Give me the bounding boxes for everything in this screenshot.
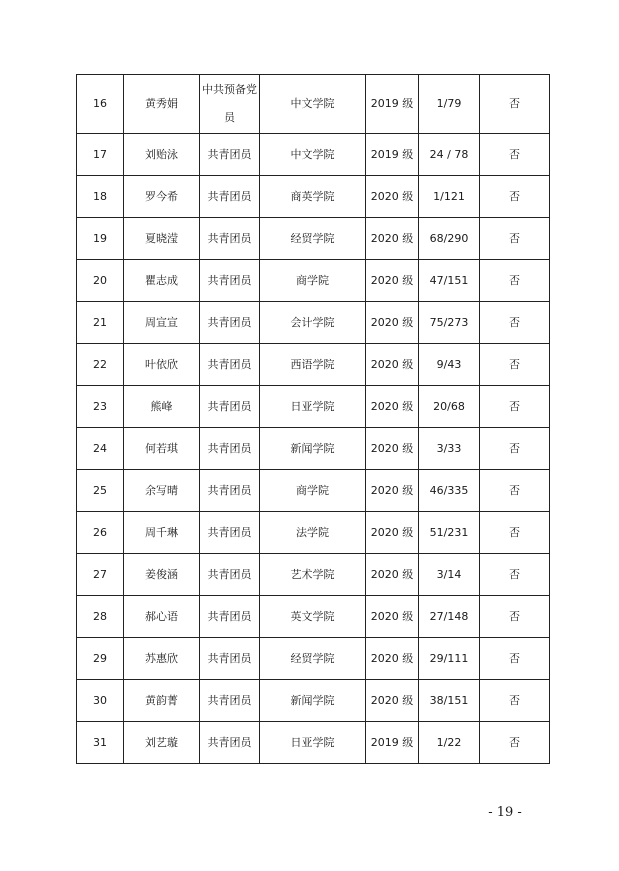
- student-name-cell: 叶依欣: [124, 344, 200, 386]
- grade-cell: 2020 级: [366, 680, 419, 722]
- flag-cell: 否: [480, 386, 550, 428]
- table-row: [77, 176, 550, 218]
- table-row: [77, 722, 550, 764]
- political-status-cell: 共青团员: [200, 596, 260, 638]
- row-number-cell: 28: [77, 596, 124, 638]
- rank-cell: 29/111: [419, 638, 480, 680]
- row-number-cell: 18: [77, 176, 124, 218]
- row-number-cell: 21: [77, 302, 124, 344]
- grade-cell: 2020 级: [366, 260, 419, 302]
- rank-cell: 1/22: [419, 722, 480, 764]
- grade-cell: 2020 级: [366, 386, 419, 428]
- college-cell: 商学院: [260, 260, 366, 302]
- table-row: [77, 470, 550, 512]
- roster-body: [77, 75, 550, 764]
- political-status-cell: 中共预备党员: [200, 75, 260, 134]
- political-status-cell: 共青团员: [200, 344, 260, 386]
- grade-cell: 2020 级: [366, 512, 419, 554]
- college-cell: 艺术学院: [260, 554, 366, 596]
- student-name-cell: 夏晓滢: [124, 218, 200, 260]
- rank-cell: 47/151: [419, 260, 480, 302]
- flag-cell: 否: [480, 554, 550, 596]
- college-cell: 新闻学院: [260, 680, 366, 722]
- political-status-cell: 共青团员: [200, 512, 260, 554]
- rank-cell: 1/79: [419, 75, 480, 134]
- table-row: [77, 260, 550, 302]
- college-cell: 中文学院: [260, 134, 366, 176]
- flag-cell: 否: [480, 344, 550, 386]
- college-cell: 商英学院: [260, 176, 366, 218]
- flag-cell: 否: [480, 218, 550, 260]
- college-cell: 会计学院: [260, 302, 366, 344]
- political-status-cell: 共青团员: [200, 218, 260, 260]
- table-row: [77, 512, 550, 554]
- row-number-cell: 29: [77, 638, 124, 680]
- student-name-cell: 刘贻泳: [124, 134, 200, 176]
- rank-cell: 24 / 78: [419, 134, 480, 176]
- table-row: [77, 680, 550, 722]
- student-name-cell: 苏惠欣: [124, 638, 200, 680]
- college-cell: 经贸学院: [260, 638, 366, 680]
- grade-cell: 2020 级: [366, 638, 419, 680]
- flag-cell: 否: [480, 260, 550, 302]
- student-name-cell: 周宣宣: [124, 302, 200, 344]
- row-number-cell: 17: [77, 134, 124, 176]
- political-status-cell: 共青团员: [200, 386, 260, 428]
- political-status-cell: 共青团员: [200, 680, 260, 722]
- student-name-cell: 刘艺璇: [124, 722, 200, 764]
- student-name-cell: 黄秀娟: [124, 75, 200, 134]
- student-name-cell: 罗今希: [124, 176, 200, 218]
- grade-cell: 2020 级: [366, 218, 419, 260]
- table-row: [77, 428, 550, 470]
- table-row: [77, 75, 550, 134]
- row-number-cell: 30: [77, 680, 124, 722]
- political-status-cell: 共青团员: [200, 470, 260, 512]
- row-number-cell: 26: [77, 512, 124, 554]
- row-number-cell: 19: [77, 218, 124, 260]
- college-cell: 日亚学院: [260, 722, 366, 764]
- college-cell: 新闻学院: [260, 428, 366, 470]
- college-cell: 经贸学院: [260, 218, 366, 260]
- college-cell: 商学院: [260, 470, 366, 512]
- flag-cell: 否: [480, 638, 550, 680]
- table-row: [77, 386, 550, 428]
- row-number-cell: 23: [77, 386, 124, 428]
- student-name-cell: 周千琳: [124, 512, 200, 554]
- rank-cell: 38/151: [419, 680, 480, 722]
- rank-cell: 46/335: [419, 470, 480, 512]
- college-cell: 法学院: [260, 512, 366, 554]
- student-name-cell: 瞿志成: [124, 260, 200, 302]
- college-cell: 中文学院: [260, 75, 366, 134]
- flag-cell: 否: [480, 176, 550, 218]
- college-cell: 日亚学院: [260, 386, 366, 428]
- flag-cell: 否: [480, 596, 550, 638]
- row-number-cell: 27: [77, 554, 124, 596]
- college-cell: 西语学院: [260, 344, 366, 386]
- row-number-cell: 25: [77, 470, 124, 512]
- table-row: [77, 344, 550, 386]
- rank-cell: 68/290: [419, 218, 480, 260]
- grade-cell: 2020 级: [366, 344, 419, 386]
- political-status-cell: 共青团员: [200, 554, 260, 596]
- political-status-cell: 共青团员: [200, 722, 260, 764]
- grade-cell: 2020 级: [366, 554, 419, 596]
- table-row: [77, 302, 550, 344]
- grade-cell: 2019 级: [366, 722, 419, 764]
- student-roster-table: [76, 74, 550, 764]
- flag-cell: 否: [480, 470, 550, 512]
- flag-cell: 否: [480, 134, 550, 176]
- grade-cell: 2020 级: [366, 428, 419, 470]
- student-name-cell: 何若琪: [124, 428, 200, 470]
- table-row: [77, 596, 550, 638]
- rank-cell: 75/273: [419, 302, 480, 344]
- grade-cell: 2019 级: [366, 134, 419, 176]
- row-number-cell: 20: [77, 260, 124, 302]
- table-row: [77, 218, 550, 260]
- row-number-cell: 22: [77, 344, 124, 386]
- grade-cell: 2020 级: [366, 302, 419, 344]
- grade-cell: 2020 级: [366, 176, 419, 218]
- rank-cell: 3/14: [419, 554, 480, 596]
- table-row: [77, 638, 550, 680]
- flag-cell: 否: [480, 75, 550, 134]
- rank-cell: 27/148: [419, 596, 480, 638]
- table-row: [77, 134, 550, 176]
- row-number-cell: 31: [77, 722, 124, 764]
- political-status-cell: 共青团员: [200, 638, 260, 680]
- political-status-cell: 共青团员: [200, 176, 260, 218]
- college-cell: 英文学院: [260, 596, 366, 638]
- student-name-cell: 余写晴: [124, 470, 200, 512]
- flag-cell: 否: [480, 428, 550, 470]
- student-name-cell: 黄韵菁: [124, 680, 200, 722]
- student-name-cell: 熊峰: [124, 386, 200, 428]
- political-status-cell: 共青团员: [200, 302, 260, 344]
- flag-cell: 否: [480, 722, 550, 764]
- flag-cell: 否: [480, 512, 550, 554]
- political-status-cell: 共青团员: [200, 260, 260, 302]
- political-status-cell: 共青团员: [200, 134, 260, 176]
- rank-cell: 3/33: [419, 428, 480, 470]
- rank-cell: 51/231: [419, 512, 480, 554]
- grade-cell: 2020 级: [366, 596, 419, 638]
- flag-cell: 否: [480, 680, 550, 722]
- row-number-cell: 24: [77, 428, 124, 470]
- row-number-cell: 16: [77, 75, 124, 134]
- table-row: [77, 554, 550, 596]
- student-name-cell: 姜俊涵: [124, 554, 200, 596]
- rank-cell: 1/121: [419, 176, 480, 218]
- grade-cell: 2019 级: [366, 75, 419, 134]
- rank-cell: 20/68: [419, 386, 480, 428]
- student-name-cell: 郝心语: [124, 596, 200, 638]
- flag-cell: 否: [480, 302, 550, 344]
- rank-cell: 9/43: [419, 344, 480, 386]
- grade-cell: 2020 级: [366, 470, 419, 512]
- page-number: - 19 -: [488, 805, 522, 820]
- political-status-cell: 共青团员: [200, 428, 260, 470]
